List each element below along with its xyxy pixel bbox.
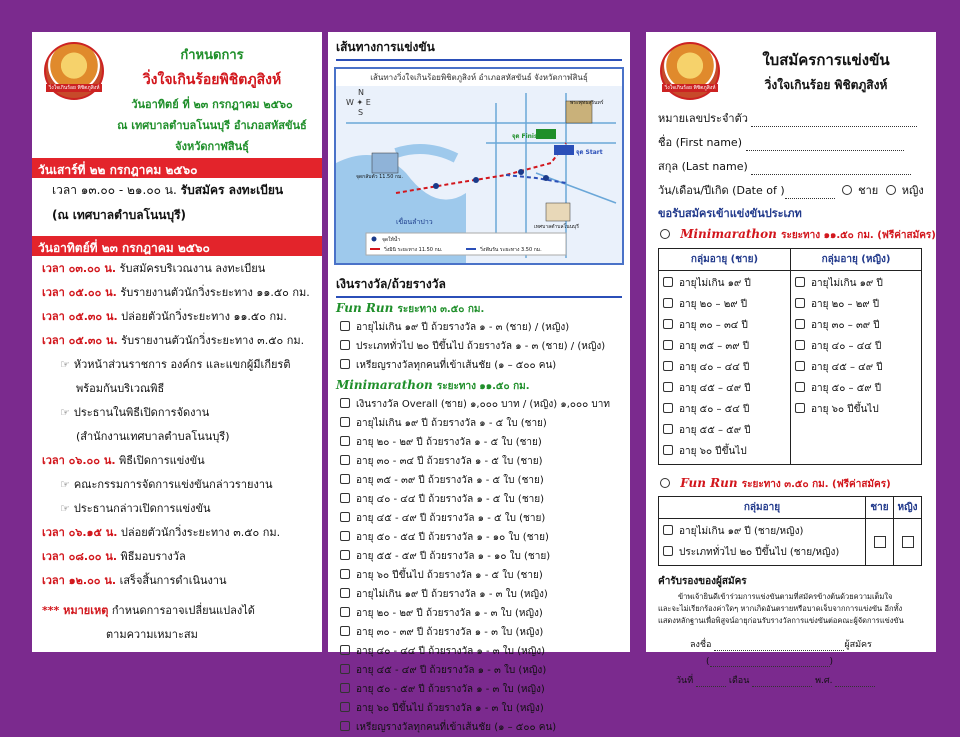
male-age-group — [663, 399, 786, 420]
schedule-row — [32, 520, 322, 544]
fun-age-group — [663, 521, 861, 542]
mini-prize — [328, 566, 630, 585]
fun-route-line — [506, 175, 566, 183]
mini-prize-text: อายุ ๓๐ - ๓๔ ปี ถ้วยรางวัล ๑ - ๕ ใบ (ชาย) — [356, 456, 543, 467]
application-form — [646, 32, 936, 686]
female-age-group-checkbox[interactable] — [795, 340, 805, 350]
route-title: เส้นทางการแข่งขัน — [336, 38, 622, 61]
pointing-hand-icon: ☞ — [60, 502, 70, 515]
male-age-group — [663, 441, 786, 462]
map-label: เทศบาลตำบลโนนบุรี — [534, 224, 579, 230]
male-age-group — [663, 336, 786, 357]
male-age-group-label: อายุ ๕๕ – ๕๙ ปี — [679, 425, 751, 436]
id-field[interactable] — [646, 106, 936, 130]
female-age-group — [795, 357, 917, 378]
schedule-time: เวลา ๐๕.๐๐ น. — [42, 286, 117, 299]
svg-text:W ✦ E: W ✦ E — [346, 98, 371, 107]
female-age-group — [795, 273, 917, 294]
logo-text: วิ่งใจเกินร้อย พิชิตภูสิงห์ — [48, 85, 100, 91]
dob-field[interactable] — [646, 178, 936, 202]
day2-header: วันอาทิตย์ที่ ๒๓ กรกฎาคม ๒๕๖๐ — [32, 236, 322, 256]
checkbox[interactable] — [340, 436, 350, 446]
male-age-group — [663, 378, 786, 399]
fun-age-header: กลุ่มอายุ — [659, 497, 866, 519]
form-subtitle: วิ่งใจเกินร้อย พิชิตภูสิงห์ — [764, 78, 888, 92]
checkbox[interactable] — [340, 474, 350, 484]
checkbox[interactable] — [340, 493, 350, 503]
checkbox[interactable] — [340, 645, 350, 655]
funrun-prize-text: ประเภททั่วไป ๒๐ ปีขึ้นไป ถ้วยรางวัล ๑ - ๓ (ชาย) / (หญิง) — [356, 341, 606, 352]
mini-age-table — [658, 248, 922, 465]
checkbox[interactable] — [340, 626, 350, 636]
mini-prize — [328, 642, 630, 661]
day1-time-row — [32, 178, 322, 203]
fun-age-table — [658, 496, 922, 566]
mini-prize — [328, 509, 630, 528]
male-age-group-label: อายุ ๒๐ – ๒๙ ปี — [679, 299, 748, 310]
fun-age-group-label: ประเภททั่วไป ๒๐ ปีขึ้นไป (ชาย/หญิง) — [679, 547, 840, 558]
mini-prize — [328, 414, 630, 433]
sub-text: หัวหน้าส่วนราชการ องค์กร และแขกผู้มีเกียรติ — [73, 358, 291, 371]
sign-date-field[interactable] — [646, 667, 936, 687]
mini-prize-text: อายุ ๕๕ - ๕๙ ปี ถ้วยรางวัล ๑ - ๑๐ ใบ (ชาย) — [356, 551, 551, 562]
fun-female-header: หญิง — [894, 497, 922, 519]
male-age-group — [663, 315, 786, 336]
male-age-group-checkbox[interactable] — [663, 382, 673, 392]
checkbox[interactable] — [340, 455, 350, 465]
form-fun-distance: ระยะทาง ๓.๕๐ กม. (ฟรีค่าสมัคร) — [741, 479, 891, 490]
date-month-label: เดือน — [728, 676, 750, 686]
schedule-row — [32, 544, 322, 568]
female-age-group-checkbox[interactable] — [795, 403, 805, 413]
mini-label: Minimarathon — [336, 378, 433, 392]
fun-male-checkbox[interactable] — [874, 536, 886, 548]
pledge-line: และจะไม่เรียกร้องค่าใดๆ หากเกิดอันตรายหรือบาดเจ็บจากการแข่งขัน อีกทั้ง — [658, 604, 903, 613]
male-age-group-checkbox[interactable] — [663, 403, 673, 413]
mini-prize — [328, 471, 630, 490]
fun-female-checkbox[interactable] — [902, 536, 914, 548]
fun-age-group — [663, 542, 861, 563]
funrun-heading — [328, 298, 630, 318]
checkbox[interactable] — [340, 398, 350, 408]
route-map — [334, 67, 624, 265]
note-text-2: ตามความเหมาะสม — [106, 628, 198, 641]
female-age-group-label: อายุ ๓๐ – ๓๙ ปี — [811, 320, 880, 331]
pledge-line: ข้าพเจ้ายินดีเข้าร่วมการแข่งขันตามที่สมัครข้างต้นด้วยความเต็มใจ — [678, 592, 893, 601]
mini-prize-text: อายุ ๖๐ ปีขึ้นไป ถ้วยรางวัล ๑ - ๕ ใบ (ชาย) — [356, 570, 543, 581]
male-age-group — [663, 294, 786, 315]
schedule-row — [32, 256, 322, 280]
mini-prize — [328, 528, 630, 547]
day1-time: เวลา ๑๓.๐๐ - ๒๑.๐๐ น. — [52, 183, 177, 197]
schedule-time: เวลา ๐๕.๓๐ น. — [42, 310, 118, 323]
male-age-group-checkbox[interactable] — [663, 445, 673, 455]
form-title: ใบสมัครการแข่งขัน — [762, 51, 890, 69]
funrun-label: Fun Run — [336, 301, 394, 315]
mini-prize-text: อายุ ๕๐ - ๕๙ ปี ถ้วยรางวัล ๑ - ๓ ใบ (หญิง) — [356, 684, 545, 695]
form-mini-distance: ระยะทาง ๑๑.๕๐ กม. (ฟรีค่าสมัคร) — [781, 230, 936, 241]
funrun-prize — [328, 318, 630, 337]
mini-prize — [328, 623, 630, 642]
id-label: หมายเลขประจำตัว — [658, 112, 748, 125]
mini-prize-text: อายุ ๓๐ - ๓๙ ปี ถ้วยรางวัล ๑ - ๓ ใบ (หญิง) — [356, 627, 544, 638]
schedule-row — [32, 568, 322, 592]
lake-arm — [396, 149, 456, 158]
mini-distance: ระยะทาง ๑๑.๕๐ กม. — [436, 381, 530, 392]
mini-prize — [328, 395, 630, 414]
female-age-group — [795, 315, 917, 336]
form-mini-heading — [646, 224, 936, 244]
mini-heading — [328, 375, 630, 395]
female-column-header: กลุ่มอายุ (หญิง) — [791, 249, 922, 271]
pointing-hand-icon: ☞ — [60, 478, 70, 491]
legend-item: วิ่งฟันรัน ระยะทาง 3.50 กม. — [480, 247, 542, 253]
checkbox[interactable] — [340, 683, 350, 693]
sub-text: คณะกรรมการจัดการแข่งขันกล่าวรายงาน — [73, 478, 273, 491]
female-age-group-checkbox[interactable] — [795, 361, 805, 371]
funrun-prize-text: อายุไม่เกิน ๑๙ ปี ถ้วยรางวัล ๑ - ๓ (ชาย) / (หญิง) — [356, 322, 570, 333]
signature-name-field[interactable]: ( ) — [706, 657, 834, 667]
schedule-text: รับรายงานตัวนักวิ่งระยะทาง ๓.๕๐ กม. — [121, 334, 305, 347]
checkbox[interactable] — [340, 588, 350, 598]
municipality-photo — [546, 203, 570, 221]
schedule-row — [32, 304, 322, 328]
schedule-text: ปล่อยตัวนักวิ่งระยะทาง ๓.๕๐ กม. — [120, 526, 281, 539]
male-age-group-label: อายุ ๔๕ – ๔๙ ปี — [679, 383, 751, 394]
schedule-title: กำหนดการ — [180, 48, 244, 63]
event-name: วิ่งใจเกินร้อยพิชิตภูสิงห์ — [142, 72, 282, 88]
map-label: จุด Start — [576, 149, 603, 156]
male-age-group — [663, 273, 786, 294]
sub-item — [32, 472, 322, 496]
event-logo — [660, 42, 720, 100]
female-age-group-checkbox[interactable] — [795, 298, 805, 308]
mini-prize-text: อายุ ๖๐ ปีขึ้นไป ถ้วยรางวัล ๑ - ๓ ใบ (หญิง) — [356, 703, 544, 714]
checkbox[interactable] — [340, 321, 350, 331]
schedule-text: รับสมัครบริเวณงาน ลงทะเบียน — [119, 262, 266, 275]
mini-prize — [328, 661, 630, 680]
sign-label: ลงชื่อ — [690, 640, 712, 650]
day1-header: วันเสาร์ที่ ๒๒ กรกฎาคม ๒๕๖๐ — [32, 158, 322, 178]
female-age-group-label: อายุ ๔๕ – ๔๙ ปี — [811, 362, 883, 373]
male-age-group-checkbox[interactable] — [663, 319, 673, 329]
female-age-group-checkbox[interactable] — [795, 382, 805, 392]
male-age-group-checkbox[interactable] — [663, 277, 673, 287]
map-label: จุดกลับตัว 11.50 กม. — [356, 174, 403, 180]
mini-prize — [328, 433, 630, 452]
mini-prize — [328, 547, 630, 566]
last-name-label: สกุล (Last name) — [658, 160, 748, 173]
checkbox[interactable] — [340, 512, 350, 522]
dob-label: วัน/เดือน/ปีเกิด (Date of ) — [658, 184, 785, 197]
female-age-group-label: อายุไม่เกิน ๑๙ ปี — [811, 278, 883, 289]
female-age-group — [795, 336, 917, 357]
funrun-prize — [328, 337, 630, 356]
fun-age-group-checkbox[interactable] — [663, 525, 673, 535]
start-marker — [554, 145, 574, 155]
schedule-text: รับรายงานตัวนักวิ่งระยะทาง ๑๑.๕๐ กม. — [120, 286, 310, 299]
female-age-group — [795, 399, 917, 420]
mini-prize-text: อายุ ๓๕ - ๓๙ ปี ถ้วยรางวัล ๑ - ๕ ใบ (ชาย) — [356, 475, 544, 486]
schedule-time: เวลา ๐๓.๐๐ น. — [42, 262, 117, 275]
male-age-group — [663, 357, 786, 378]
apply-label: ขอรับสมัครเข้าแข่งขันประเภท — [658, 207, 802, 220]
day1-place: (ณ เทศบาลตำบลโนนบุรี) — [52, 208, 187, 222]
form-fun-label: Fun Run — [680, 476, 738, 490]
fun-select-radio[interactable] — [660, 478, 670, 488]
last-name-field[interactable] — [646, 154, 936, 178]
schedule-text: ปล่อยตัวนักวิ่งระยะทาง ๑๑.๕๐ กม. — [121, 310, 287, 323]
date-year-label: พ.ศ. — [815, 676, 833, 686]
sub-item — [32, 400, 322, 424]
mini-prize-text: อายุ ๔๕ - ๔๙ ปี ถ้วยรางวัล ๑ - ๕ ใบ (ชาย) — [356, 513, 546, 524]
map-label: จุด Finish — [512, 133, 542, 140]
event-date: วันอาทิตย์ ที่ ๒๓ กรกฎาคม ๒๕๖๐ — [131, 98, 293, 111]
form-mini-label: Minimarathon — [680, 227, 777, 241]
schedule-row — [32, 280, 322, 304]
female-age-group-checkbox[interactable] — [795, 319, 805, 329]
mini-prize-text: อายุ ๔๕ - ๔๙ ปี ถ้วยรางวัล ๑ - ๓ ใบ (หญิง) — [356, 665, 547, 676]
note-row — [32, 598, 322, 622]
schedule-time: เวลา ๐๕.๓๐ น. — [42, 334, 118, 347]
male-column-header: กลุ่มอายุ (ชาย) — [659, 249, 791, 271]
mini-prize — [328, 490, 630, 509]
female-age-groups — [791, 271, 922, 465]
male-label: ชาย — [858, 184, 879, 197]
checkbox[interactable] — [340, 664, 350, 674]
map-label: เขื่อนลำปาว — [396, 218, 433, 226]
svg-text:S: S — [358, 108, 364, 117]
female-age-group-label: อายุ ๔๐ – ๔๔ ปี — [811, 341, 882, 352]
fun-age-groups — [659, 519, 866, 566]
mini-prize-text: เหรียญรางวัลทุกคนที่เข้าเส้นชัย (๑ – ๕๐๐ คน) — [356, 722, 557, 733]
form-fun-heading — [646, 473, 936, 493]
logo-text: วิ่งใจเกินร้อย พิชิตภูสิงห์ — [664, 85, 716, 91]
mini-prize-text: เงินรางวัล Overall (ชาย) ๑,๐๐๐ บาท / (หญิง) ๑,๐๐๐ บาท — [356, 399, 610, 410]
legend-item: วิ่งมินิ ระยะทาง 11.50 กม. — [384, 247, 443, 253]
male-age-group-label: อายุ ๖๐ ปีขึ้นไป — [679, 446, 747, 457]
mini-prize — [328, 680, 630, 699]
schedule-time: เวลา ๐๘.๐๐ น. — [42, 550, 118, 563]
female-age-group-label: อายุ ๖๐ ปีขึ้นไป — [811, 404, 879, 415]
checkbox[interactable] — [340, 340, 350, 350]
fun-male-header: ชาย — [866, 497, 894, 519]
male-age-group-label: อายุ ๓๐ – ๓๔ ปี — [679, 320, 748, 331]
mini-prize — [328, 452, 630, 471]
checkbox[interactable] — [340, 702, 350, 712]
pledge-title: คำรับรองของผู้สมัคร — [658, 576, 747, 587]
schedule-row — [32, 448, 322, 472]
funrun-prize-text: เหรียญรางวัลทุกคนที่เข้าเส้นชัย (๑ – ๕๐๐ คน) — [356, 360, 557, 371]
male-age-group-label: อายุ ๔๐ – ๔๔ ปี — [679, 362, 750, 373]
mini-prize — [328, 718, 630, 737]
compass-icon: N — [358, 88, 364, 97]
mini-prize-text: อายุ ๔๐ - ๔๔ ปี ถ้วยรางวัล ๑ - ๓ ใบ (หญิง) — [356, 646, 545, 657]
schedule-row — [32, 328, 322, 352]
event-venue: ณ เทศบาลตำบลโนนบุรี อำเภอสหัสขันธ์ — [117, 119, 307, 132]
mini-prize — [328, 699, 630, 718]
date-day-label: วันที่ — [676, 676, 694, 686]
schedule-time: เวลา ๐๖.๐๐ น. — [42, 454, 116, 467]
checkbox[interactable] — [340, 550, 350, 560]
male-age-group-checkbox[interactable] — [663, 361, 673, 371]
mini-prize — [328, 604, 630, 623]
mini-select-radio[interactable] — [660, 229, 670, 239]
checkbox[interactable] — [340, 607, 350, 617]
sub-text: ประธานในพิธีเปิดการจัดงาน — [73, 406, 210, 419]
male-age-group-label: อายุไม่เกิน ๑๙ ปี — [679, 278, 751, 289]
route-prize-panel — [328, 32, 630, 733]
mini-prize-text: อายุไม่เกิน ๑๙ ปี ถ้วยรางวัล ๑ - ๕ ใบ (ชาย) — [356, 418, 547, 429]
sub-item — [32, 496, 322, 520]
pointing-hand-icon: ☞ — [60, 358, 70, 371]
checkbox[interactable] — [340, 359, 350, 369]
pledge-line: แสดงหลักฐานเพื่อพิสูจน์อายุก่อนรับรางวัลการแข่งขันต่อคณะผู้จัดการแข่งขัน — [658, 616, 904, 625]
male-age-group-checkbox[interactable] — [663, 340, 673, 350]
checkbox[interactable] — [340, 569, 350, 579]
female-age-group-label: อายุ ๒๐ – ๒๙ ปี — [811, 299, 880, 310]
fun-age-group-checkbox[interactable] — [663, 546, 673, 556]
note-label: *** หมายเหตุ — [42, 604, 109, 617]
male-age-group — [663, 420, 786, 441]
mini-prize-text: อายุ ๔๐ - ๔๔ ปี ถ้วยรางวัล ๑ - ๕ ใบ (ชาย) — [356, 494, 544, 505]
mini-prize-text: อายุ ๒๐ - ๒๙ ปี ถ้วยรางวัล ๑ - ๓ ใบ (หญิง) — [356, 608, 543, 619]
schedule-text: พิธีมอบรางวัล — [120, 550, 186, 563]
sub-text: ประธานกล่าวเปิดการแข่งขัน — [73, 502, 211, 515]
prize-title: เงินรางวัล/ถ้วยรางวัล — [336, 275, 622, 298]
mini-prize-text: อายุไม่เกิน ๑๙ ปี ถ้วยรางวัล ๑ - ๓ ใบ (หญิง) — [356, 589, 548, 600]
first-name-label: ชื่อ (First name) — [658, 136, 742, 149]
map-caption: เส้นทางวิ่งใจเกินร้อยพิชิตภูสิงห์ อำเภอสหัสขันธ์ จังหวัดกาฬสินธุ์ — [336, 69, 622, 86]
male-age-groups — [659, 271, 791, 465]
event-logo — [44, 42, 104, 100]
map-label: พระพุทธสุรินทร์ — [570, 100, 604, 106]
mini-prize — [328, 585, 630, 604]
female-age-group — [795, 294, 917, 315]
mini-prize-text: อายุ ๕๐ - ๕๔ ปี ถ้วยรางวัล ๑ - ๑๐ ใบ (ชาย) — [356, 532, 549, 543]
schedule-time: เวลา ๐๖.๑๕ น. — [42, 526, 118, 539]
water-drops — [433, 169, 549, 189]
male-age-group-checkbox[interactable] — [663, 424, 673, 434]
sub-item: (สำนักงานเทศบาลตำบลโนนบุรี) — [76, 430, 230, 443]
male-radio[interactable] — [842, 185, 852, 195]
turnaround-photo — [372, 153, 398, 173]
first-name-field[interactable] — [646, 130, 936, 154]
female-radio[interactable] — [886, 185, 896, 195]
fun-age-group-label: อายุไม่เกิน ๑๙ ปี (ชาย/หญิง) — [679, 526, 804, 537]
male-age-group-checkbox[interactable] — [663, 298, 673, 308]
male-age-group-label: อายุ ๓๕ – ๓๙ ปี — [679, 341, 750, 352]
funrun-prize — [328, 356, 630, 375]
pledge-text — [646, 591, 936, 627]
schedule-text: พิธีเปิดการแข่งขัน — [119, 454, 205, 467]
sub-item: พร้อมกันบริเวณพิธี — [76, 382, 165, 395]
pointing-hand-icon: ☞ — [60, 406, 70, 419]
legend-item: จุดให้น้ำ — [382, 237, 401, 243]
day1-text: รับสมัคร ลงทะเบียน — [180, 183, 284, 197]
schedule-panel — [32, 32, 322, 652]
male-age-group-label: อายุ ๕๐ – ๕๔ ปี — [679, 404, 750, 415]
female-label: หญิง — [901, 184, 924, 197]
checkbox[interactable] — [340, 531, 350, 541]
note-text: กำหนดการอาจเปลี่ยนแปลงได้ — [111, 604, 255, 617]
female-age-group-label: อายุ ๕๐ – ๕๙ ปี — [811, 383, 882, 394]
mini-prize-text: อายุ ๒๐ - ๒๙ ปี ถ้วยรางวัล ๑ - ๕ ใบ (ชาย) — [356, 437, 542, 448]
checkbox[interactable] — [340, 721, 350, 731]
event-province: จังหวัดกาฬสินธุ์ — [175, 140, 249, 153]
female-age-group — [795, 378, 917, 399]
female-age-group-checkbox[interactable] — [795, 277, 805, 287]
schedule-text: เสร็จสิ้นการดำเนินงาน — [119, 574, 227, 587]
sub-item — [32, 352, 322, 376]
checkbox[interactable] — [340, 417, 350, 427]
applicant-label: ผู้สมัคร — [844, 640, 872, 650]
signature-field[interactable] — [646, 627, 936, 651]
funrun-distance: ระยะทาง ๓.๕๐ กม. — [397, 304, 485, 315]
schedule-time: เวลา ๑๒.๐๐ น. — [42, 574, 117, 587]
